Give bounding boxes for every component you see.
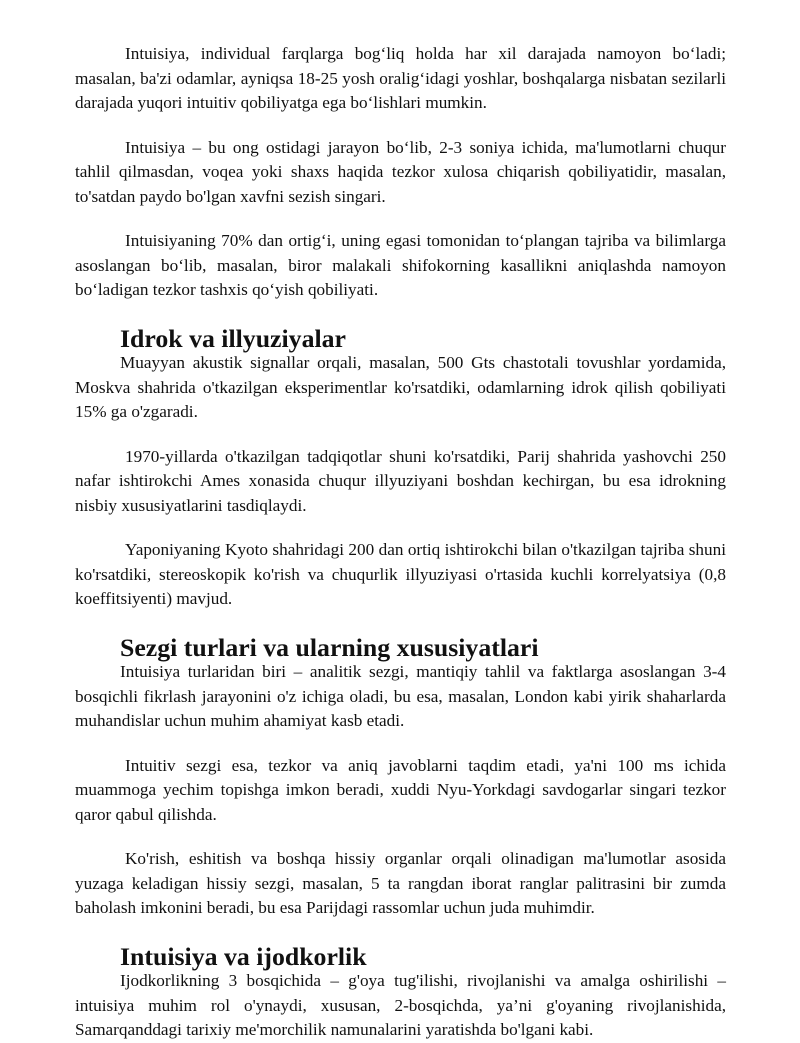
section-senses bbox=[75, 632, 726, 921]
paragraph-intuition-experience: Intuisiyaning 70% dan ortig‘i, uning egasi tomonidan to‘plangan tajriba va bilimlarga asoslangan bo‘lib, masalan, biror malakali shifokorning kasallikni aniqlashda namoyon bo‘ladigan tezkor tashxis qo‘yish qobiliyati. bbox=[75, 231, 726, 299]
paragraph-intuitive-sense: Intuitiv sezgi esa, tezkor va aniq javoblarni taqdim etadi, ya'ni 100 ms ichida muammoga yechim topishga imkon beradi, xuddi Nyu-Yorkdagi savdogarlar singari tezkor qaror qabul qilishda. bbox=[75, 755, 726, 824]
paragraph-acoustic-signals: Muayyan akustik signallar orqali, masalan, 500 Gts chastotali tovushlar yordamida, Moskva shahrida o'tkazilgan eksperimentlar ko'rsatdiki, odamlarning idrok qilish qobiliyati 15% ga o'zgaradi. bbox=[75, 353, 726, 421]
paragraph-intuition-individual: Intuisiya, individual farqlarga bog‘liq holda har xil darajada namoyon bo‘ladi; masalan, ba'zi odamlar, ayniqsa 18-25 yosh oralig‘idagi yoshlar, boshqalarga nisbatan sezilarli darajada yuqori intuitiv qobiliyatga ega bo‘lishlari mumkin. bbox=[75, 44, 726, 112]
paragraph-intuition-definition: Intuisiya – bu ong ostidagi jarayon bo‘lib, 2-3 soniya ichida, ma'lumotlarni chuqur tahlil qilmasdan, voqea yoki shaxs haqida tezkor xulosa chiqarish qobiliyatidir, masalan, to'satdan paydo bo'lgan xavfni sezish singari. bbox=[75, 137, 726, 206]
heading-perception: Idrok va illyuziyalar bbox=[120, 323, 346, 353]
paragraph-analytic-sense: Intuisiya turlaridan biri – analitik sezgi, mantiqiy tahlil va faktlarga asoslangan 3-4 bosqichli fikrlash jarayonini o'z ichiga oladi, bu esa, masalan, London kabi yirik shaharlarda muhandislar uchun muhim ahamiyat kasb etadi. bbox=[75, 662, 726, 730]
section-perception bbox=[75, 323, 726, 612]
paragraph-ames-room: 1970-yillarda o'tkazilgan tadqiqotlar shuni ko'rsatdiki, Parij shahrida yashovchi 250 nafar ishtirokchi Ames xonasida chuqur illyuziyani boshdan kechirgan, bu esa idrokning nisbiy xususiyatlarini tasdiqlaydi. bbox=[75, 446, 726, 515]
paragraph-stereoscopic: Yaponiyaning Kyoto shahridagi 200 dan ortiq ishtirokchi bilan o'tkazilgan tajriba shuni ko'rsatdiki, stereoskopik ko'rish va chuqurlik illyuziyasi o'rtasida kuchli korrelyatsiya (0,8 koeffitsiyenti) mavjud. bbox=[75, 540, 726, 608]
heading-creativity: Intuisiya va ijodkorlik bbox=[120, 941, 367, 971]
heading-senses: Sezgi turlari va ularning xususiyatlari bbox=[120, 632, 539, 662]
section-creativity bbox=[75, 941, 726, 1043]
paragraph-sensory-sense: Ko'rish, eshitish va boshqa hissiy organlar orqali olinadigan ma'lumotlar asosida yuzaga keladigan hissiy sezgi, masalan, 5 ta rangdan iborat ranglar palitrasini bir zumda baholash imkonini beradi, bu esa Parijdagi rassomlar uchun juda muhimdir. bbox=[75, 849, 726, 917]
paragraph-creativity-stages: Ijodkorlikning 3 bosqichida – g'oya tug'ilishi, rivojlanishi va amalga oshirilishi – intuisiya muhim rol o'ynaydi, xususan, 2-bosqichda, ya’ni g'oyaning rivojlanishida, Samarqanddagi tarixiy me'morchilik namunalarini yaratishda bo'lgani kabi. bbox=[75, 971, 726, 1039]
